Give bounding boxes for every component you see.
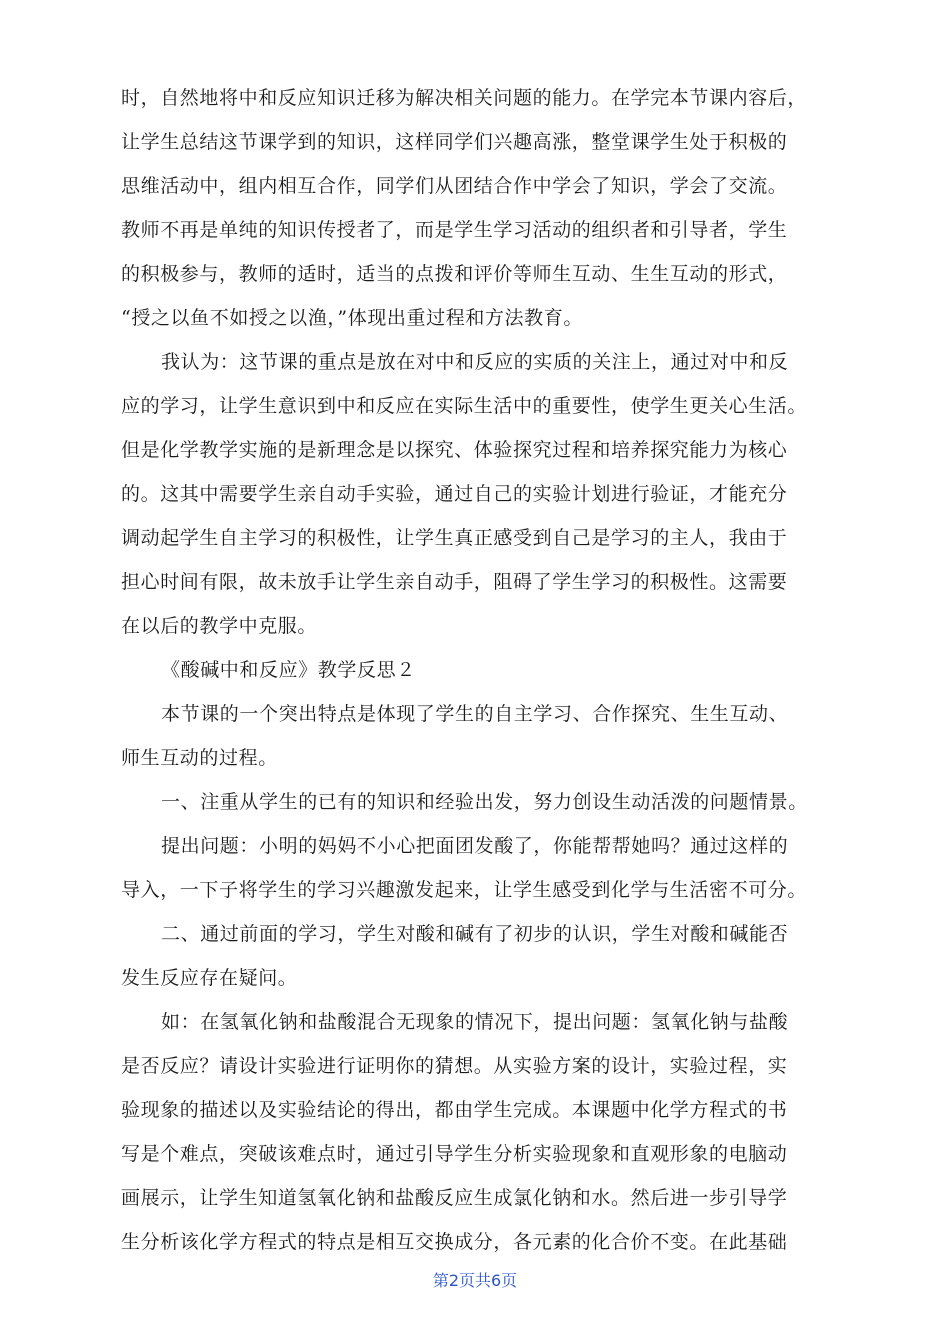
paragraph-first-line: 一、注重从学生的已有的知识和经验出发，努力创设生动活泼的问题情景。 — [161, 791, 808, 813]
body-text-line: 思维活动中，组内相互合作，同学们从团结合作中学会了知识，学会了交流。 — [121, 175, 788, 197]
paragraph-first-line: 我认为：这节课的重点是放在对中和反应的实质的关注上，通过对中和反 — [161, 351, 789, 373]
body-text-line: 的。这其中需要学生亲自动手实验，通过自己的实验计划进行验证，才能充分 — [121, 483, 788, 505]
body-text-line: 是否反应？请设计实验进行证明你的猜想。从实验方案的设计，实验过程，实 — [121, 1055, 788, 1077]
paragraph-first-line: 如：在氢氧化钠和盐酸混合无现象的情况下，提出问题：氢氧化钠与盐酸 — [161, 1011, 789, 1033]
paragraph-first-line: 二、通过前面的学习，学生对酸和碱有了初步的认识，学生对酸和碱能否 — [161, 923, 789, 945]
body-text-line: 但是化学教学实施的是新理念是以探究、体验探究过程和培养探究能力为核心 — [121, 439, 788, 461]
section-heading: 《酸碱中和反应》教学反思２ — [161, 659, 416, 681]
body-text-line: “授之以鱼不如授之以渔，”体现出重过程和方法教育。 — [121, 307, 583, 329]
body-text-line: 写是个难点，突破该难点时，通过引导学生分析实验现象和直观形象的电脑动 — [121, 1143, 788, 1165]
body-text-line: 在以后的教学中克服。 — [121, 615, 318, 637]
body-text-line: 应的学习，让学生意识到中和反应在实际生活中的重要性，使学生更关心生活。 — [121, 395, 808, 417]
body-text-line: 发生反应存在疑问。 — [121, 967, 298, 989]
body-text-line: 画展示，让学生知道氢氧化钠和盐酸反应生成氯化钠和水。然后进一步引导学 — [121, 1187, 788, 1209]
body-text-line: 师生互动的过程。 — [121, 747, 278, 769]
body-text-line: 让学生总结这节课学到的知识，这样同学们兴趣高涨，整堂课学生处于积极的 — [121, 131, 788, 153]
body-text-line: 调动起学生自主学习的积极性，让学生真正感受到自己是学习的主人，我由于 — [121, 527, 788, 549]
paragraph-first-line: 提出问题：小明的妈妈不小心把面团发酸了，你能帮帮她吗？通过这样的 — [161, 835, 789, 857]
body-text-line: 时，自然地将中和反应知识迁移为解决相关问题的能力。在学完本节课内容后， — [121, 87, 808, 109]
body-text-line: 生分析该化学方程式的特点是相互交换成分，各元素的化合价不变。在此基础 — [121, 1231, 788, 1253]
body-text-line: 担心时间有限，故未放手让学生亲自动手，阻碍了学生学习的积极性。这需要 — [121, 571, 788, 593]
body-text-line: 验现象的描述以及实验结论的得出，都由学生完成。本课题中化学方程式的书 — [121, 1099, 788, 1121]
page-number-footer: 第2页共6页 — [432, 1271, 518, 1290]
paragraph-first-line: 本节课的一个突出特点是体现了学生的自主学习、合作探究、生生互动、 — [161, 703, 789, 725]
body-text-line: 教师不再是单纯的知识传授者了，而是学生学习活动的组织者和引导者，学生 — [121, 219, 788, 241]
body-text-line: 的积极参与，教师的适时，适当的点拨和评价等师生互动、生生互动的形式， — [121, 263, 788, 285]
body-text-line: 导入，一下子将学生的学习兴趣激发起来，让学生感受到化学与生活密不可分。 — [121, 879, 808, 901]
